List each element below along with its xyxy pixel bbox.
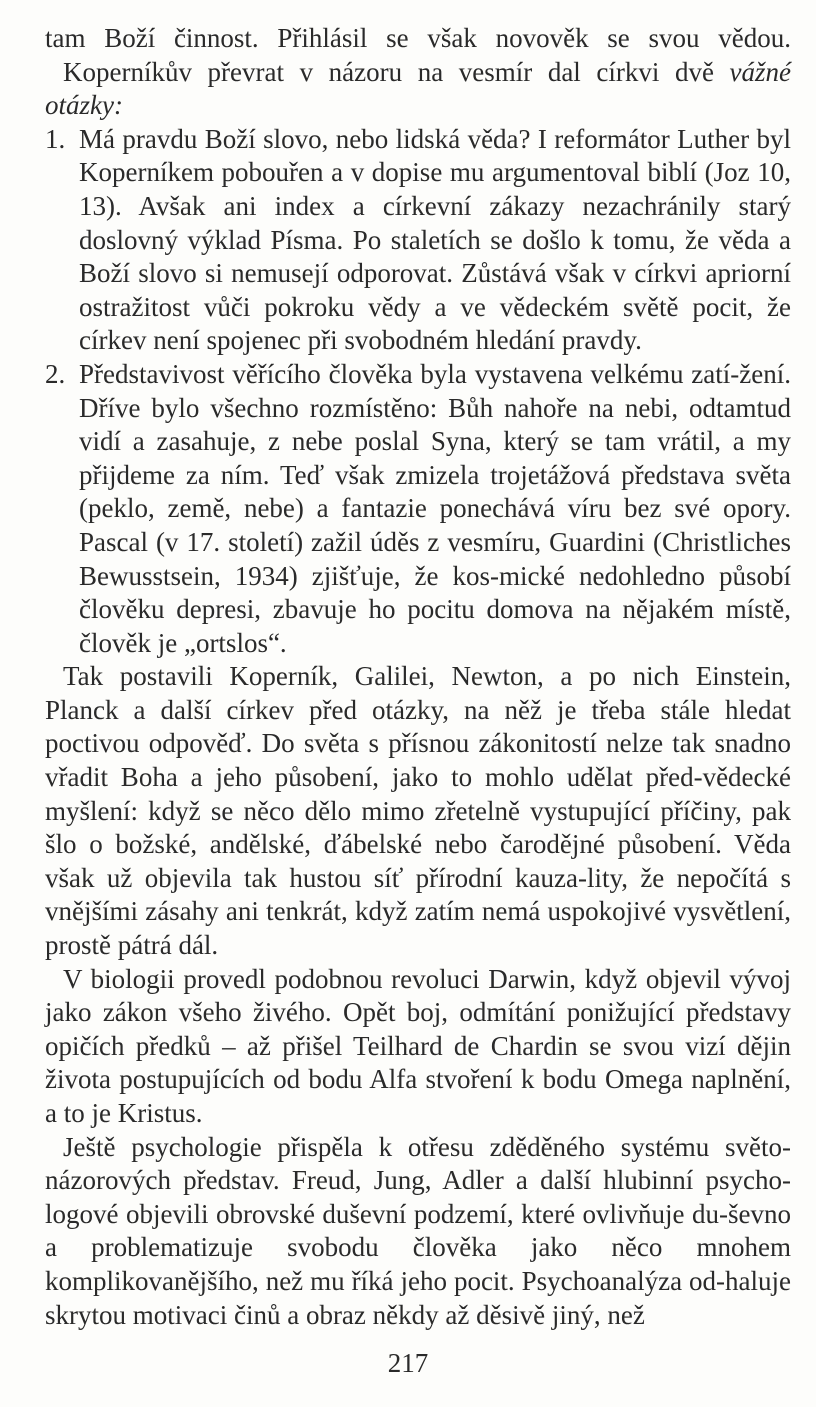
body-paragraph: V biologii provedl podobnou revoluci Darwin, když objevil vývoj jako zákon všeho živého. Opět boj, odmítání ponižující představy opičích předků – až přišel Teilhard de Chardin se svou vizí dějin života postupujících od bodu Alfa stvoření k bodu Omega naplnění, a to je Kristus.: [45, 963, 791, 1128]
intro-text: Koperníkův převrat v názoru na vesmír dal církvi dvě: [63, 56, 730, 87]
list-item: [45, 123, 791, 358]
page-number: 217: [387, 1348, 429, 1378]
continuation-line: tam Boží činnost. Přihlásil se však novověk se svou vědou.: [45, 23, 791, 53]
body-paragraph: Tak postavili Koperník, Galilei, Newton, a po nich Einstein, Planck a další církev před otázky, na něž je třeba stále hledat poctivou odpověď. Do světa s přísnou zákonitostí nelze tak snadno vřadit Boha a jeho působení, jako to mohlo udělat před-vědecké myšlení: když se něco dělo mimo zřetelně vystupující příčiny, pak šlo o božské, andělské, ďábelské nebo čarodějné působení. Věda však už objevila tak hustou síť přírodní kauza-lity, že nepočítá s vnějšími zásahy ani tenkrát, když zatím nemá uspokojivé vysvětlení, prostě pátrá dál.: [45, 661, 791, 961]
list-item-text: Má pravdu Boží slovo, nebo lidská věda? I reformátor Luther byl Koperníkem pobouřen a v dopise mu argumentoval biblí (Joz 10, 13). Avšak ani index a církevní zákazy nezachránily starý doslovný výklad Písma. Po staletích se došlo k tomu, že věda a Boží slovo si nemusejí odporovat. Zůstává však v církvi apriorní ostražitost vůči pokroku vědy a ve vědeckém světě pocit, že církev není spojenec při svobodném hledání pravdy.: [79, 123, 791, 356]
body-paragraph: Ještě psychologie přispěla k otřesu zděděného systému světo-názorových představ. Freud, Jung, Adler a další hlubinní psycho-logové objevili obrovské duševní podzemí, které ovlivňuje du-ševno a problematizuje svobodu člověka jako něco mnohem komplikovanějšího, než mu říká jeho pocit. Psychoanalýza od-haluje skrytou motivaci činů a obraz někdy až děsivě jiný, než: [45, 1131, 791, 1330]
list-item-number: 2.: [45, 358, 66, 389]
page-text: [45, 22, 791, 1332]
list-item-number: 1.: [45, 123, 66, 154]
list-item-text: Představivost věřícího člověka byla vystavena velkému zatí-žení. Dříve bylo všechno rozmístěno: Bůh nahoře na nebi, odtamtud vidí a zasahuje, z nebe poslal Syna, který se tam vrátil, a my přijdeme za ním. Teď však zmizela trojetážová představa světa (peklo, země, nebe) a fantazie ponechává víru bez své opory. Pascal (v 17. století) zažil úděs z vesmíru, Guardini (Christliches Bewusstsein, 1934) zjišťuje, že kos-mické nedohledno působí člověku depresi, zbavuje ho pocitu domova na nějakém místě, člověk je „ortslos“.: [79, 358, 791, 658]
questions-list: [45, 123, 791, 661]
intro-emphasis: vážné otázky:: [45, 56, 791, 121]
intro-paragraph: [45, 56, 791, 123]
list-item: [45, 358, 791, 660]
